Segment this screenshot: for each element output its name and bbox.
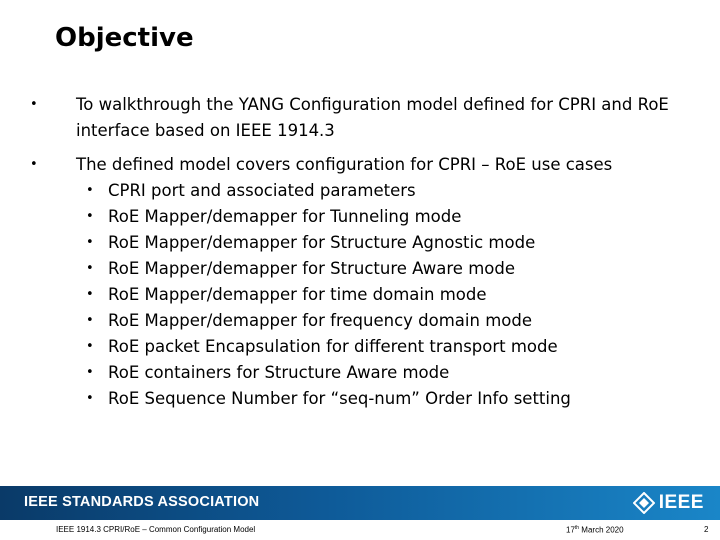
sub-bullet-dot: • bbox=[86, 261, 94, 276]
bullet-item bbox=[30, 92, 710, 144]
page-number: 2 bbox=[704, 525, 709, 534]
sub-bullet-item bbox=[30, 386, 710, 412]
sub-bullet-text: RoE Mapper/demapper for Structure Agnostic mode bbox=[108, 233, 536, 252]
ieee-diamond-icon bbox=[633, 492, 655, 514]
bullet-text: The defined model covers configuration for CPRI – RoE use cases bbox=[76, 155, 613, 174]
sub-bullet-dot: • bbox=[86, 339, 94, 354]
slide-footer bbox=[0, 524, 720, 540]
bullet-dot: • bbox=[30, 97, 38, 112]
ieee-sa-banner bbox=[0, 486, 720, 520]
sub-bullet-item bbox=[30, 334, 710, 360]
sub-bullet-item bbox=[30, 204, 710, 230]
footer-title: IEEE 1914.3 CPRI/RoE – Common Configuration Model bbox=[56, 525, 256, 534]
sub-bullet-dot: • bbox=[86, 365, 94, 380]
footer-date-rest: March 2020 bbox=[579, 525, 624, 535]
sub-bullet-dot: • bbox=[86, 287, 94, 302]
sub-bullet-dot: • bbox=[86, 183, 94, 198]
footer-date-day: 17 bbox=[566, 525, 575, 535]
banner-text: IEEE STANDARDS ASSOCIATION bbox=[24, 494, 260, 510]
bullet-text: To walkthrough the YANG Configuration model defined for CPRI and RoE interface based on IEEE 1914.3 bbox=[76, 95, 669, 140]
sub-bullet-text: RoE Mapper/demapper for time domain mode bbox=[108, 285, 487, 304]
ieee-logo bbox=[633, 492, 704, 514]
bullet-dot: • bbox=[30, 157, 38, 172]
sub-bullet-text: RoE Mapper/demapper for frequency domain mode bbox=[108, 311, 532, 330]
sub-bullet-item bbox=[30, 308, 710, 334]
footer-date bbox=[566, 525, 624, 535]
sub-bullet-text: RoE Sequence Number for “seq-num” Order Info setting bbox=[108, 389, 571, 408]
sub-bullet-text: RoE packet Encapsulation for different transport mode bbox=[108, 337, 558, 356]
sub-bullet-item bbox=[30, 360, 710, 386]
bullet-item bbox=[30, 152, 710, 178]
sub-bullet-item bbox=[30, 282, 710, 308]
bullet-list bbox=[30, 92, 710, 412]
sub-bullet-dot: • bbox=[86, 313, 94, 328]
slide-title: Objective bbox=[55, 23, 194, 53]
sub-bullet-dot: • bbox=[86, 391, 94, 406]
sub-bullet-text: RoE containers for Structure Aware mode bbox=[108, 363, 450, 382]
sub-bullet-item bbox=[30, 178, 710, 204]
sub-bullet-item bbox=[30, 230, 710, 256]
sub-bullet-item bbox=[30, 256, 710, 282]
footer-date-suffix: th bbox=[574, 525, 580, 531]
sub-bullet-text: CPRI port and associated parameters bbox=[108, 181, 416, 200]
sub-bullet-text: RoE Mapper/demapper for Structure Aware mode bbox=[108, 259, 515, 278]
sub-bullet-text: RoE Mapper/demapper for Tunneling mode bbox=[108, 207, 462, 226]
sub-bullet-dot: • bbox=[86, 235, 94, 250]
ieee-logo-text: IEEE bbox=[658, 492, 704, 513]
sub-bullet-dot: • bbox=[86, 209, 94, 224]
